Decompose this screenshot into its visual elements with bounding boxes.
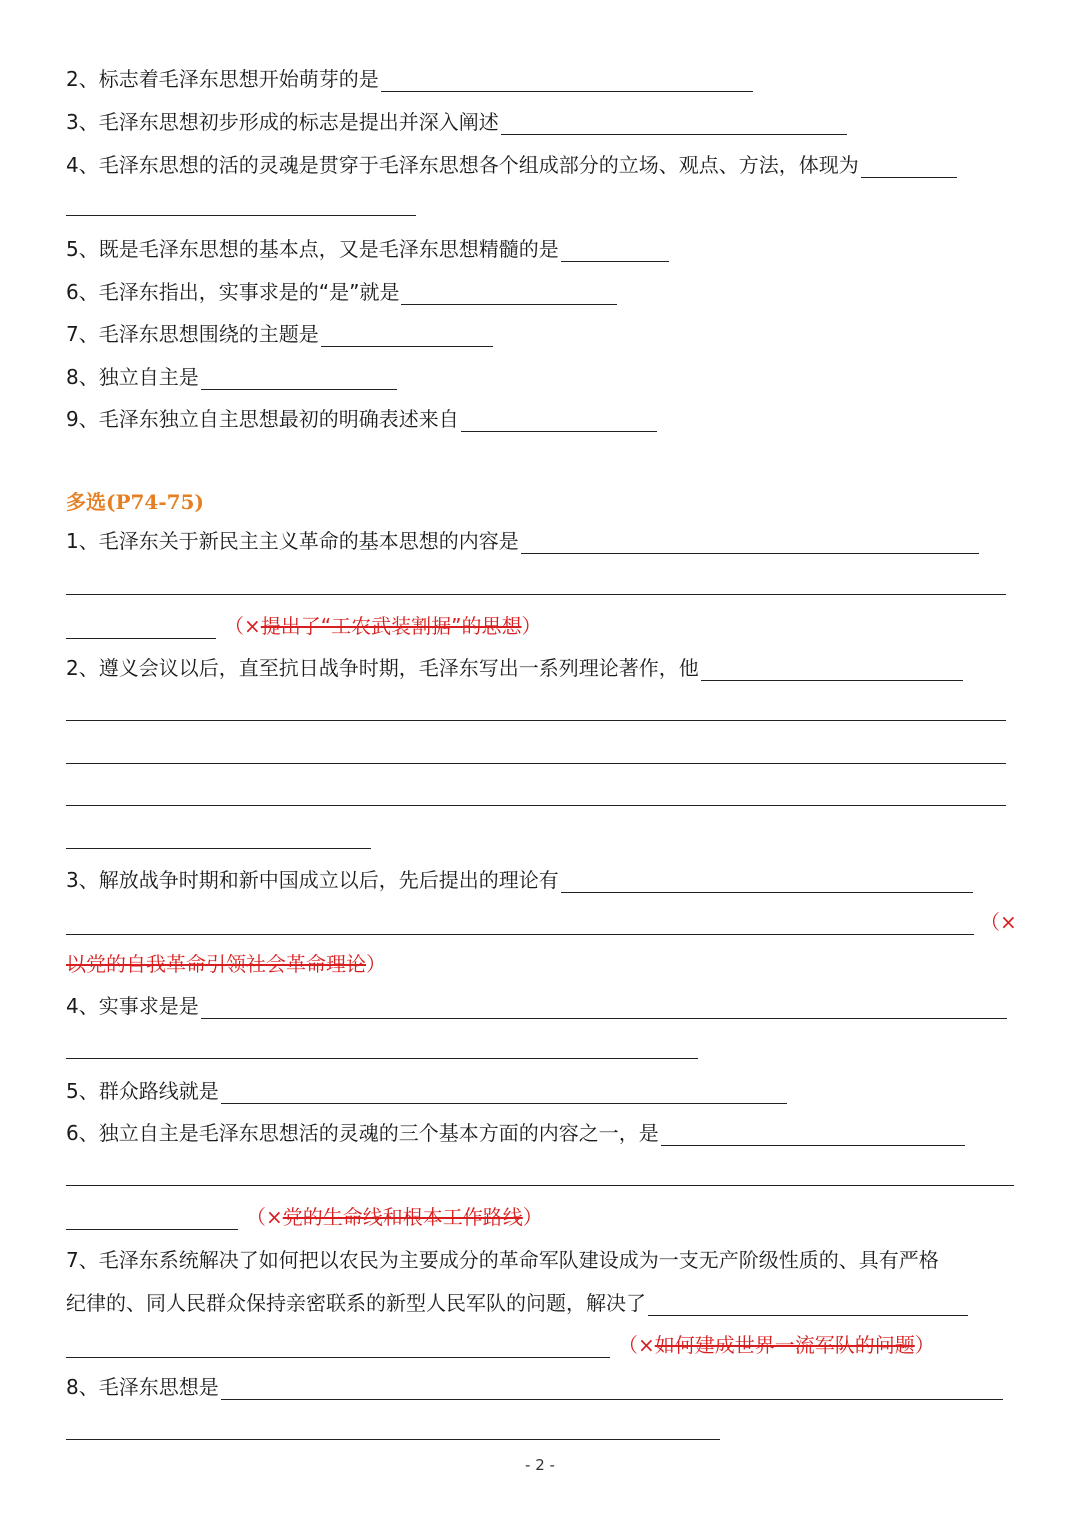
question-8 [66,360,397,390]
multi-question-4 [66,989,1007,1019]
answer-blank[interactable] [221,1377,1003,1400]
question-text: 6、独立自主是毛泽东思想活的灵魂的三个基本方面的内容之一，是 [66,1121,659,1145]
page-number: - 2 - [525,1456,555,1474]
question-text: 8、独立自主是 [66,365,199,389]
question-2 [66,62,753,92]
correction-note [66,951,386,977]
correction-note [224,613,542,639]
question-4 [66,148,957,178]
answer-line[interactable] [66,1439,720,1440]
answer-line[interactable] [66,594,1006,595]
answer-blank[interactable] [66,616,216,639]
question-text: 7、毛泽东思想围绕的主题是 [66,322,319,346]
answer-line[interactable] [66,215,416,216]
answer-blank[interactable] [66,1335,610,1358]
multi-question-3-note [66,947,386,977]
multi-question-2 [66,651,963,681]
answer-blank[interactable] [66,1207,238,1230]
answer-blank[interactable] [661,1123,965,1146]
multi-question-6 [66,1116,965,1146]
note-suffix: ） [366,952,386,976]
multi-question-1 [66,524,979,554]
answer-blank[interactable] [401,282,617,305]
answer-line[interactable] [66,1185,1014,1186]
answer-line[interactable] [66,720,1006,721]
answer-line[interactable] [66,805,1006,806]
answer-blank[interactable] [381,69,753,92]
note-prefix: （× [618,1333,655,1357]
answer-blank[interactable] [861,155,957,178]
answer-blank[interactable] [201,996,1007,1019]
question-7 [66,317,493,347]
question-text: 3、毛泽东思想初步形成的标志是提出并深入阐述 [66,110,499,134]
answer-blank[interactable] [701,658,963,681]
multi-question-8 [66,1370,1003,1400]
answer-blank[interactable] [221,1081,787,1104]
answer-line[interactable] [66,763,1006,764]
struck-option: 如何建成世界一流军队的问题 [654,1333,915,1357]
answer-line[interactable] [66,1058,698,1059]
question-text: 4、实事求是是 [66,994,199,1018]
correction-note [618,1332,935,1358]
multi-question-6-cont [66,1200,543,1230]
question-3 [66,105,847,135]
question-text: 5、既是毛泽东思想的基本点，又是毛泽东思想精髓的是 [66,237,559,261]
question-text: 1、毛泽东关于新民主主义革命的基本思想的内容是 [66,529,519,553]
question-text: 9、毛泽东独立自主思想最初的明确表述来自 [66,407,459,431]
answer-blank[interactable] [648,1293,968,1316]
note-suffix: ） [522,1205,543,1229]
answer-blank[interactable] [461,409,657,432]
multi-question-7-line2 [66,1286,968,1316]
question-text: 2、标志着毛泽东思想开始萌芽的是 [66,67,379,91]
note-prefix: （× [224,614,261,638]
answer-blank[interactable] [66,912,974,935]
question-5 [66,232,669,262]
section-heading: 多选(P74-75) [66,490,204,514]
question-text: 5、群众路线就是 [66,1079,219,1103]
struck-option: 以党的自我革命引领社会革命理论 [66,952,366,976]
question-text: 4、毛泽东思想的活的灵魂是贯穿于毛泽东思想各个组成部分的立场、观点、方法，体现为 [66,153,859,177]
multi-question-3-cont [66,905,1017,935]
struck-option: 提出了“工农武装割据”的思想 [260,614,522,638]
question-text: 7、毛泽东系统解决了如何把以农民为主要成分的革命军队建设成为一支无产阶级性质的、具有严格 [66,1248,939,1272]
question-text: 3、解放战争时期和新中国成立以后，先后提出的理论有 [66,868,559,892]
question-6 [66,275,617,305]
multi-question-7-cont [66,1328,935,1358]
answer-blank[interactable] [201,367,397,390]
struck-option: 党的生命线和根本工作路线 [282,1205,523,1229]
question-text: 8、毛泽东思想是 [66,1375,219,1399]
note-suffix: ） [521,614,542,638]
answer-blank[interactable] [521,531,979,554]
multi-question-1-cont [66,609,542,639]
multi-question-7 [66,1243,939,1273]
note-prefix: （× [980,910,1017,934]
correction-note [246,1204,543,1230]
note-prefix: （× [246,1205,283,1229]
answer-blank[interactable] [561,239,669,262]
question-text: 纪律的、同人民群众保持亲密联系的新型人民军队的问题，解决了 [66,1291,646,1315]
question-text: 2、遵义会议以后，直至抗日战争时期，毛泽东写出一系列理论著作，他 [66,656,699,680]
answer-blank[interactable] [561,870,973,893]
question-9 [66,402,657,432]
answer-blank[interactable] [501,112,847,135]
note-suffix: ） [914,1333,935,1357]
answer-line[interactable] [66,848,371,849]
multi-question-5 [66,1074,787,1104]
multi-question-3 [66,863,973,893]
question-text: 6、毛泽东指出，实事求是的“是”就是 [66,280,400,304]
answer-blank[interactable] [321,324,493,347]
